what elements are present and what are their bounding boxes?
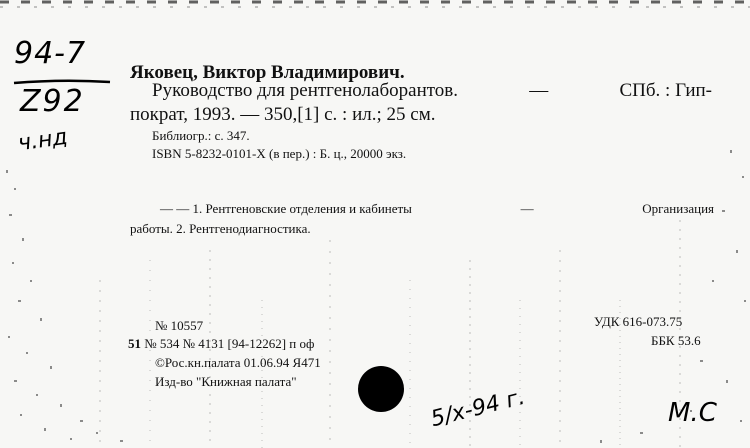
publisher-line: Изд-во "Книжная палата"	[155, 374, 297, 389]
author-name: Яковец, Виктор Владимирович.	[130, 62, 405, 83]
isbn-line: ISBN 5-8232-0101-X (в пер.) : Б. ц., 20000 экз.	[152, 146, 407, 161]
title-dash: —	[529, 80, 549, 101]
subject-line-2: работы. 2. Рентгенодиагностика.	[130, 221, 311, 236]
registry-prefix: 51	[128, 336, 141, 351]
registry-line	[128, 336, 314, 352]
subject-subheading: Организация	[642, 201, 714, 216]
call-number-note: ч.нд	[16, 124, 70, 157]
udk-code: УДК 616-073.75	[594, 314, 683, 329]
title-line-1	[152, 80, 712, 102]
card-number: № 10557	[155, 318, 204, 333]
subject-dash: —	[520, 201, 534, 216]
publisher-place: СПб. : Гип-	[619, 80, 712, 101]
title-line-2: пократ, 1993. — 350,[1] с. : ил.; 25 см.	[130, 104, 436, 125]
bbk-code: ББК 53.6	[651, 333, 701, 348]
ink-blot	[358, 366, 404, 412]
call-number-top: 94-7	[14, 36, 87, 71]
subject-heading-1: — — 1. Рентгеновские отделения и кабинеты	[160, 201, 412, 216]
handwritten-initials: М.С	[668, 398, 717, 428]
bibliography-note: Библиогр.: с. 347.	[152, 128, 250, 143]
subject-line-1	[160, 201, 714, 217]
handwritten-date: 5/x-94 г.	[428, 384, 528, 433]
registry-numbers: № 534 № 4131 [94-12262] п оф	[144, 336, 315, 351]
book-chamber-line: ©Рос.кн.палата 01.06.94 Я471	[155, 355, 321, 370]
call-number-bottom: Z92	[20, 84, 85, 119]
title-text: Руководство для рентгенолаборантов.	[152, 80, 459, 101]
